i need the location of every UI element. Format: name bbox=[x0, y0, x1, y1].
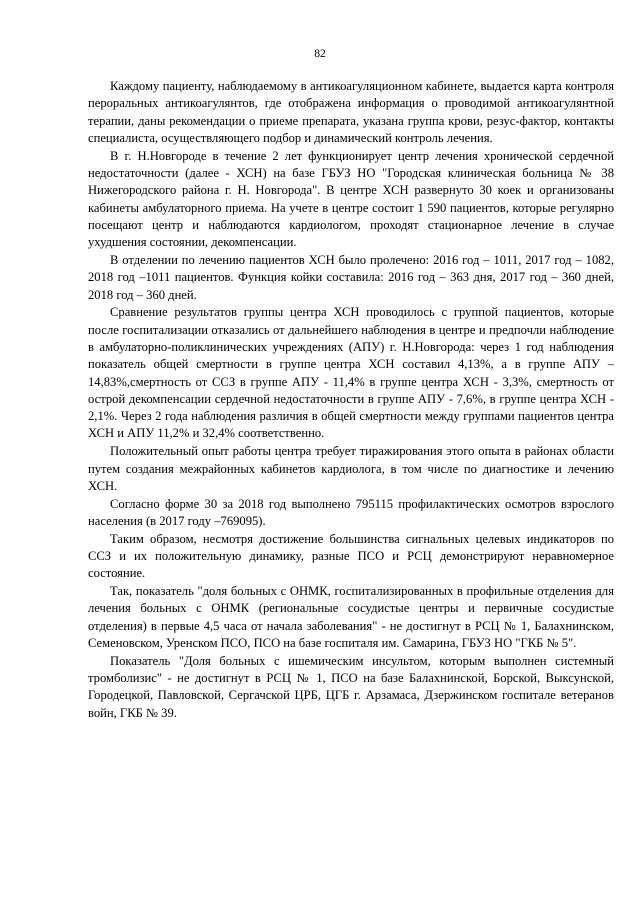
paragraph-thrombolysis-indicator: Показатель "Доля больных с ишемическим инсультом, которым выполнен системный тромболизис" - не достигнут в РСЦ № 1, ПСО на базе Балахнинской, Борской, Выксунской, Городецкой, Павловской, Сергачской ЦРБ, ЦГБ г. Арзамаса, Дзержинском госпитале ветеранов войн, ГКБ № 39. bbox=[88, 653, 614, 720]
paragraph-form-30: Согласно форме 30 за 2018 год выполнено 795115 профилактических осмотров взрослого населения (в 2017 году –769095). bbox=[88, 496, 614, 528]
paragraph-mortality-comparison: Сравнение результатов группы центра ХСН проводилось с группой пациентов, которые после госпитализации отказались от дальнейшего наблюдения в центре и предпочли наблюдение в амбулаторно-поликлинических учреждениях (АПУ) г. Н.Новгорода: через 1 год наблюдения показатель общей смертности в группе центра ХСН составил 4,13%, а в группе АПУ – 14,83%,смертность от ССЗ в группе АПУ - 11,4% в группе центра ХСН - 3,3%, смертность от острой декомпенсации сердечной недостаточности в группе АПУ - 7,6%, в группе центра ХСН - 2,1%. Через 2 года наблюдения различия в общей смертности между группами пациентов центра ХСН и АПУ 11,2% и 32,4% соответственно. bbox=[88, 305, 614, 441]
page-number: 82 bbox=[314, 48, 326, 60]
paragraph-hsn-treated: В отделении по лечению пациентов ХСН было пролечено: 2016 год – 1011, 2017 год – 1082, 2018 год –1011 пациентов. Функция койки составила: 2016 год – 363 дня, 2017 год – 360 дней, 2018 год – 360 дней. bbox=[88, 252, 614, 302]
paragraph-onmk-indicator: Так, показатель "доля больных с ОНМК, госпитализированных в профильные отделения для лечения больных с ОНМК (региональные сосудистые центры и первичные сосудистые отделения) в первые 4,5 часа от начала заболевания" - не достигнут в РСЦ № 1, Балахнинском, Семеновском, Уренском ПСО, ПСО на базе госпиталя им. Самарина, ГБУЗ НО "ГКБ № 5". bbox=[88, 584, 614, 650]
paragraph-anticoagulant-card: Каждому пациенту, наблюдаемому в антикоагуляционном кабинете, выдается карта контроля пероральных антикоагулянтов, где отображена информация о проводимой антикоагулянтной терапии, даны рекомендации о приеме препарата, указана группа крови, резус-фактор, контакты специалиста, осуществляющего подбор и динамический контроль лечения. bbox=[88, 79, 614, 145]
document-body bbox=[88, 78, 614, 722]
paragraph-hsn-center: В г. Н.Новгороде в течение 2 лет функционирует центр лечения хронической сердечной недостаточности (далее - ХСН) на базе ГБУЗ НО "Городская клиническая больница № 38 Нижегородского района г. Н. Новгорода". В центре ХСН развернуто 30 коек и организованы кабинеты амбулаторного приема. На учете в центре состоит 1 590 пациентов, которые регулярно посещают центр и наблюдаются кардиологом, проходят стационарное лечение в случае ухудшения состоянии, декомпенсации. bbox=[88, 148, 614, 250]
paragraph-conclusion: Таким образом, несмотря достижение большинства сигнальных целевых индикаторов по ССЗ и их положительную динамику, разные ПСО и РСЦ демонстрируют неравномерное состояние. bbox=[88, 531, 614, 581]
paragraph-positive-experience: Положительный опыт работы центра требует тиражирования этого опыта в районах области путем создания межрайонных кабинетов кардиолога, в том числе по диагностике и лечению ХСН. bbox=[88, 444, 614, 493]
